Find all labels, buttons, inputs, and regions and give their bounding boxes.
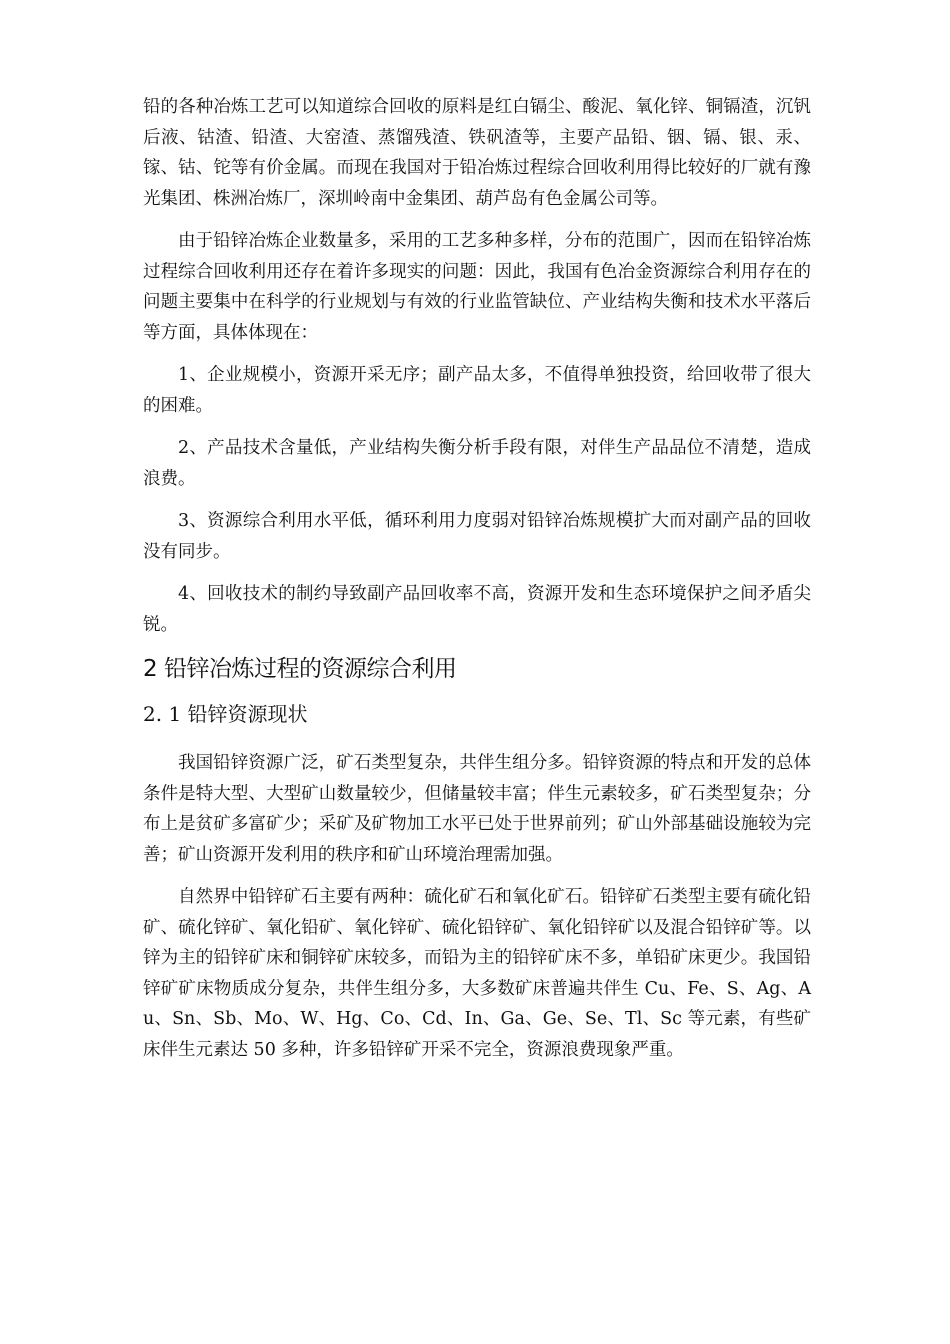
- paragraph-existing-problems: 由于铅锌冶炼企业数量多，采用的工艺多种多样，分布的范围广，因而在铅锌冶炼过程综合回收利用还存在着许多现实的问题：因此，我国有色冶金资源综合利用存在的问题主要集中在科学的行业规划与有效的行业监管缺位、产业结构失衡和技术水平落后等方面，具体体现在：: [143, 231, 811, 343]
- subsection-heading-2-1: 2. 1 铅锌资源现状: [143, 702, 308, 726]
- paragraph-recovery-materials: 铅的各种冶炼工艺可以知道综合回收的原料是红白镉尘、酸泥、氧化锌、铜镉渣，沉钒后液、钴渣、铅渣、大窑渣、蒸馏残渣、铁矾渣等，主要产品铅、铟、镉、银、汞、镓、钴、铊等有价金属。而现在我国对于铅冶炼过程综合回收利用得比较好的厂就有豫光集团、株洲冶炼厂，深圳岭南中金集团、葫芦岛有色金属公司等。: [143, 97, 811, 209]
- list-item-problem-3: 3、资源综合利用水平低，循环利用力度弱对铅锌冶炼规模扩大而对副产品的回收没有同步。: [143, 511, 811, 562]
- list-item-problem-1: 1、企业规模小，资源开采无序；副产品太多，不值得单独投资，给回收带了很大的困难。: [143, 365, 811, 416]
- paragraph-resource-overview: 我国铅锌资源广泛，矿石类型复杂，共伴生组分多。铅锌资源的特点和开发的总体条件是特大型、大型矿山数量较少，但储量较丰富；伴生元素较多，矿石类型复杂；分布上是贫矿多富矿少；采矿及矿物加工水平已处于世界前列；矿山外部基础设施较为完善；矿山资源开发利用的秩序和矿山环境治理需加强。: [143, 753, 811, 865]
- list-item-problem-2: 2、产品技术含量低，产业结构失衡分析手段有限，对伴生产品品位不清楚，造成浪费。: [143, 438, 811, 489]
- list-item-problem-4: 4、回收技术的制约导致副产品回收率不高，资源开发和生态环境保护之间矛盾尖锐。: [143, 584, 811, 635]
- paragraph-ore-types: 自然界中铅锌矿石主要有两种：硫化矿石和氧化矿石。铅锌矿石类型主要有硫化铅矿、硫化锌矿、氧化铅矿、氧化锌矿、硫化铅锌矿、氧化铅锌矿以及混合铅锌矿等。以锌为主的铅锌矿床和铜锌矿床较多，而铅为主的铅锌矿床不多，单铅矿床更少。我国铅锌矿矿床物质成分复杂，共伴生组分多，大多数矿床普遍共伴生 Cu、Fe、S、Ag、Au、Sn、Sb、Mo、W、Hg、Co、Cd、In、Ga、Ge、Se、Tl、Sc 等元素，有些矿床伴生元素达 50 多种，许多铅锌矿开采不完全，资源浪费现象严重。: [143, 887, 811, 1060]
- section-heading-2: 2 铅锌冶炼过程的资源综合利用: [143, 656, 457, 682]
- document-page: [143, 92, 811, 1077]
